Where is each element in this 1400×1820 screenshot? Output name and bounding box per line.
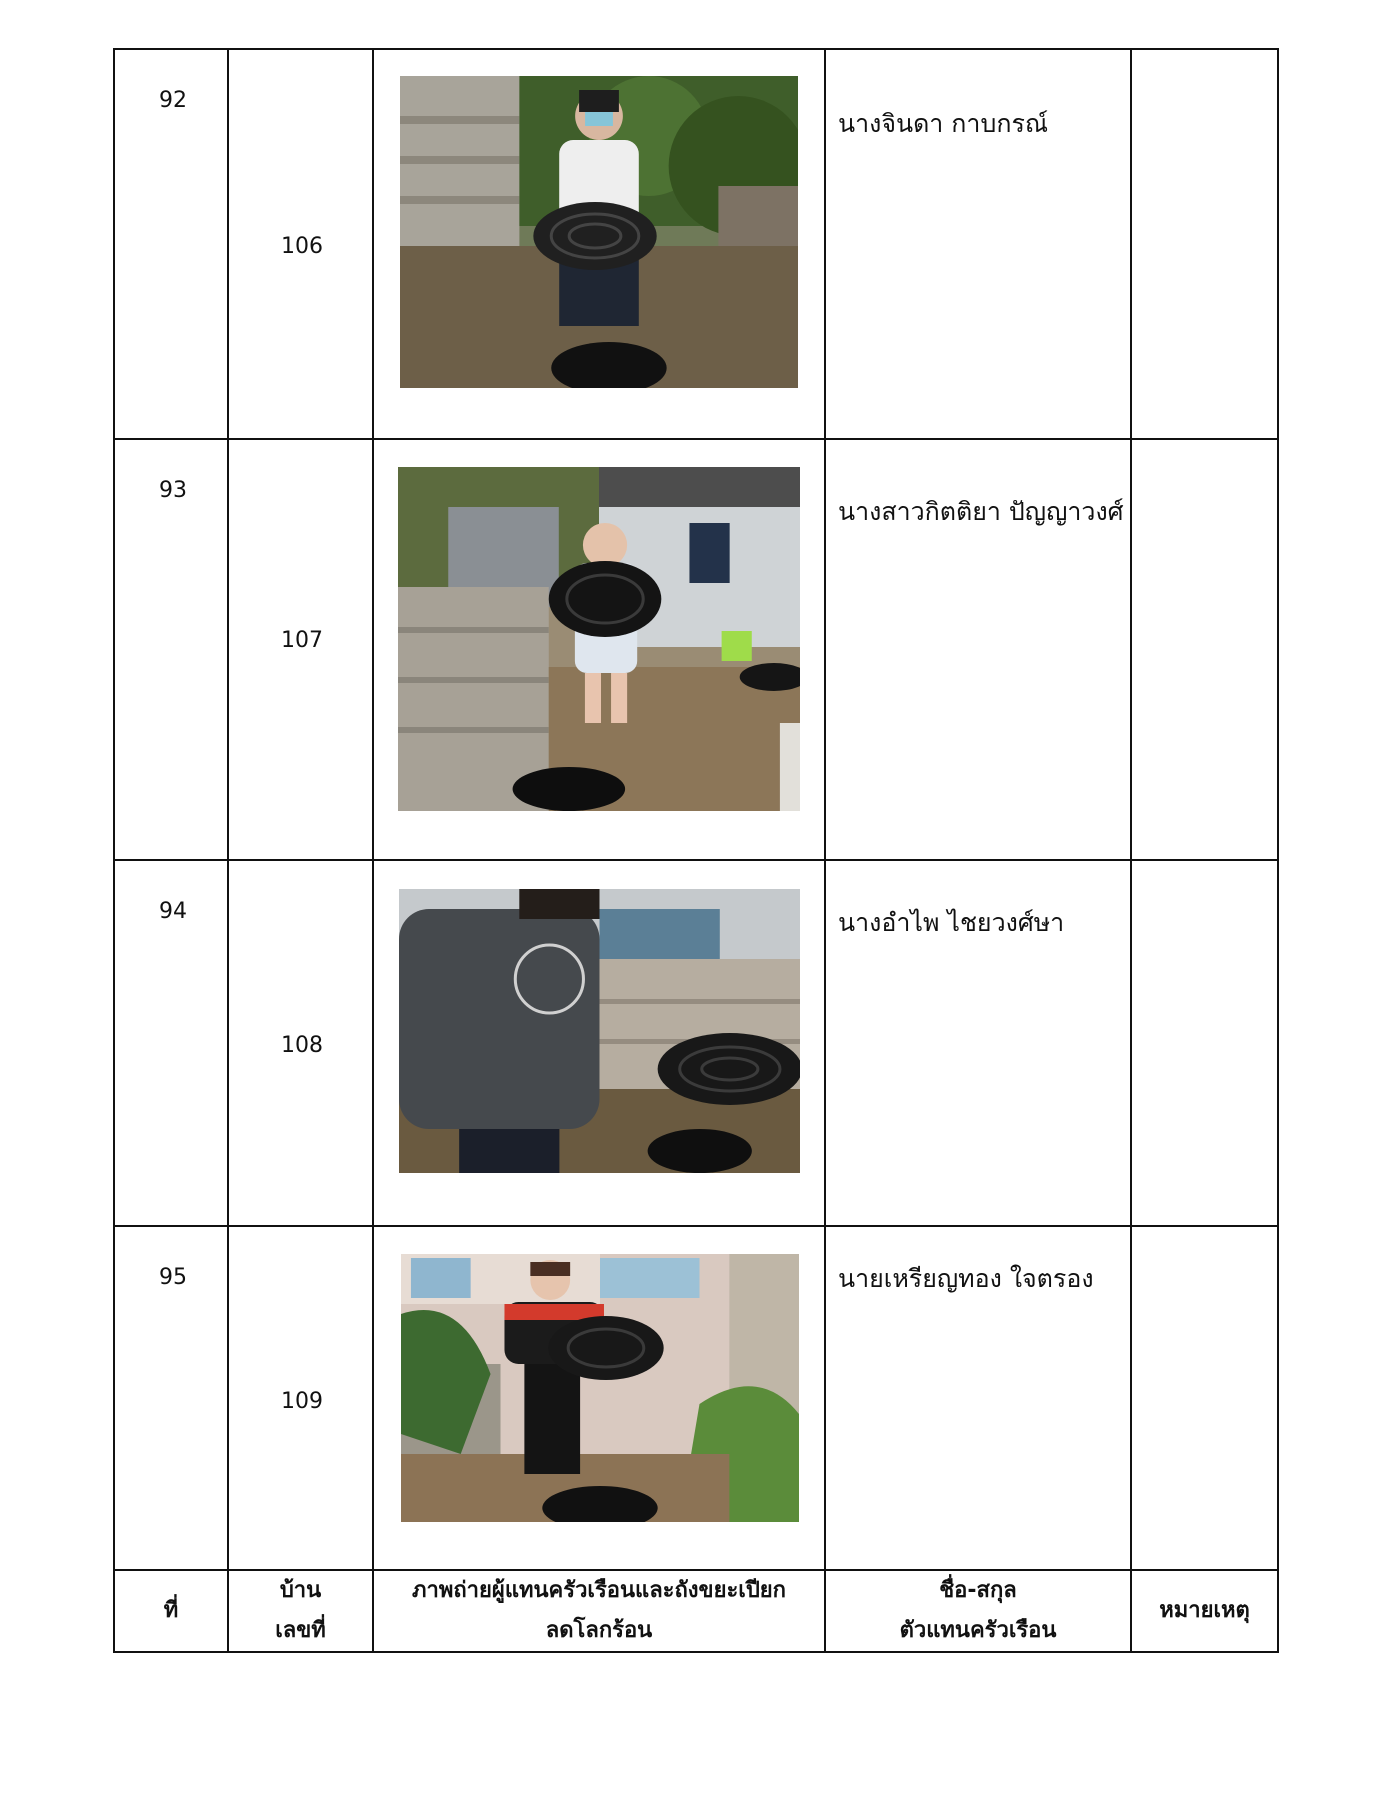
representative-name: นางอำไพ ไชยวงศ์ษา xyxy=(838,908,1065,937)
cell-no xyxy=(114,49,228,439)
representative-name: นางจินดา กาบกรณ์ xyxy=(838,109,1049,138)
cell-house xyxy=(228,439,373,860)
table-row xyxy=(114,439,1278,860)
cell-remark xyxy=(1131,860,1278,1226)
household-table xyxy=(113,48,1279,1653)
cell-no xyxy=(114,1226,228,1570)
household-photo xyxy=(401,1254,799,1522)
header-name: ชื่อ-สกุล ตัวแทนครัวเรือน xyxy=(825,1570,1131,1652)
cell-name xyxy=(825,1226,1131,1570)
household-photo xyxy=(399,889,800,1173)
table-row xyxy=(114,860,1278,1226)
cell-photo xyxy=(373,1226,825,1570)
cell-remark xyxy=(1131,1226,1278,1570)
house-number: 108 xyxy=(281,1033,323,1058)
cell-house xyxy=(228,860,373,1226)
cell-no xyxy=(114,439,228,860)
header-remark: หมายเหตุ xyxy=(1131,1570,1278,1652)
row-number: 95 xyxy=(159,1265,187,1290)
cell-photo xyxy=(373,860,825,1226)
household-photo xyxy=(400,76,798,388)
cell-photo xyxy=(373,439,825,860)
house-number: 106 xyxy=(281,234,323,259)
table-header-row xyxy=(114,1570,1278,1652)
cell-name xyxy=(825,49,1131,439)
cell-house xyxy=(228,1226,373,1570)
house-number: 109 xyxy=(281,1389,323,1414)
header-house: บ้าน เลขที่ xyxy=(228,1570,373,1652)
household-photo xyxy=(398,467,800,811)
cell-no xyxy=(114,860,228,1226)
cell-house xyxy=(228,49,373,439)
representative-name: นายเหรียญทอง ใจตรอง xyxy=(838,1264,1094,1293)
cell-name xyxy=(825,860,1131,1226)
house-number: 107 xyxy=(281,628,323,653)
row-number: 94 xyxy=(159,899,187,924)
table-row xyxy=(114,49,1278,439)
header-no: ที่ xyxy=(114,1570,228,1652)
cell-remark xyxy=(1131,49,1278,439)
table-row xyxy=(114,1226,1278,1570)
representative-name: นางสาวกิตติยา ปัญญาวงศ์ xyxy=(838,497,1124,526)
header-photo: ภาพถ่ายผู้แทนครัวเรือนและถังขยะเปียก ลดโลกร้อน xyxy=(373,1570,825,1652)
row-number: 92 xyxy=(159,88,187,113)
cell-remark xyxy=(1131,439,1278,860)
cell-photo xyxy=(373,49,825,439)
cell-name xyxy=(825,439,1131,860)
row-number: 93 xyxy=(159,478,187,503)
